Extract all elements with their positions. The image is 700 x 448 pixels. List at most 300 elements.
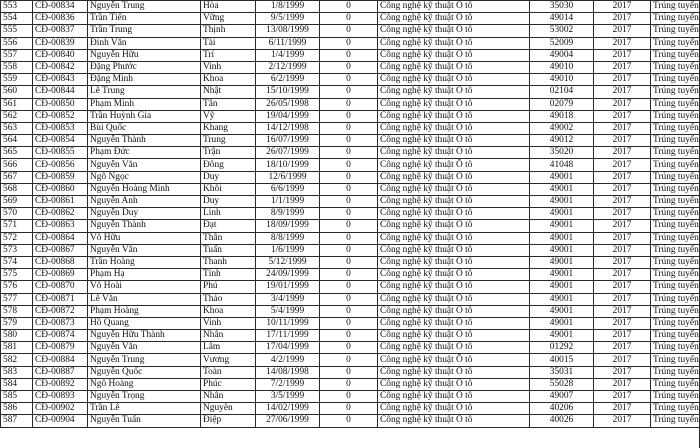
priority-flag-cell: 0 bbox=[320, 330, 378, 342]
last-middle-name-cell: Nguyễn Hữu bbox=[88, 49, 201, 61]
student-code-cell: CĐ-00884 bbox=[33, 354, 88, 366]
priority-flag-cell: 0 bbox=[320, 232, 378, 244]
exam-code-cell: 49014 bbox=[530, 13, 594, 25]
program-name-cell: Công nghệ kỹ thuật Ô tô bbox=[378, 110, 530, 122]
table-row bbox=[1, 49, 700, 61]
first-name-cell: Thảo bbox=[201, 293, 256, 305]
program-name-cell: Công nghệ kỹ thuật Ô tô bbox=[378, 1, 530, 13]
row-number-cell: 576 bbox=[1, 281, 33, 293]
priority-flag-cell: 0 bbox=[320, 171, 378, 183]
year-cell: 2017 bbox=[594, 98, 651, 110]
birth-date-cell: 26/07/1999 bbox=[256, 147, 320, 159]
student-code-cell: CĐ-00887 bbox=[33, 366, 88, 378]
year-cell: 2017 bbox=[594, 183, 651, 195]
year-cell: 2017 bbox=[594, 391, 651, 403]
table-row bbox=[1, 256, 700, 268]
program-name-cell: Công nghệ kỹ thuật Ô tô bbox=[378, 415, 530, 427]
last-middle-name-cell: Phạm Minh bbox=[88, 98, 201, 110]
student-code-cell: CĐ-00850 bbox=[33, 98, 88, 110]
table-row bbox=[1, 159, 700, 171]
birth-date-cell: 9/5/1999 bbox=[256, 13, 320, 25]
last-middle-name-cell: Nguyễn Hoàng Minh bbox=[88, 183, 201, 195]
exam-code-cell: 49001 bbox=[530, 269, 594, 281]
last-middle-name-cell: Trần Lê bbox=[88, 403, 201, 415]
birth-date-cell: 10/11/1999 bbox=[256, 317, 320, 329]
result-status-cell: Trúng tuyển bbox=[651, 37, 700, 49]
last-middle-name-cell: Nguyễn Quốc bbox=[88, 366, 201, 378]
student-code-cell: CĐ-00860 bbox=[33, 183, 88, 195]
priority-flag-cell: 0 bbox=[320, 183, 378, 195]
program-name-cell: Công nghệ kỹ thuật Ô tô bbox=[378, 391, 530, 403]
exam-code-cell: 49001 bbox=[530, 305, 594, 317]
row-number-cell: 565 bbox=[1, 147, 33, 159]
exam-code-cell: 49001 bbox=[530, 171, 594, 183]
year-cell: 2017 bbox=[594, 37, 651, 49]
row-number-cell: 555 bbox=[1, 25, 33, 37]
year-cell: 2017 bbox=[594, 232, 651, 244]
table-row bbox=[1, 110, 700, 122]
exam-code-cell: 52009 bbox=[530, 37, 594, 49]
first-name-cell: Vinh bbox=[201, 317, 256, 329]
first-name-cell: Nhân bbox=[201, 330, 256, 342]
student-code-cell: CĐ-00870 bbox=[33, 281, 88, 293]
result-status-cell: Trúng tuyển bbox=[651, 208, 700, 220]
student-code-cell: CĐ-00874 bbox=[33, 330, 88, 342]
year-cell: 2017 bbox=[594, 354, 651, 366]
exam-code-cell: 49001 bbox=[530, 183, 594, 195]
priority-flag-cell: 0 bbox=[320, 98, 378, 110]
result-status-cell: Trúng tuyển bbox=[651, 98, 700, 110]
program-name-cell: Công nghệ kỹ thuật Ô tô bbox=[378, 208, 530, 220]
student-code-cell: CĐ-00868 bbox=[33, 256, 88, 268]
table-row bbox=[1, 86, 700, 98]
row-number-cell: 580 bbox=[1, 330, 33, 342]
first-name-cell: Trận bbox=[201, 147, 256, 159]
last-middle-name-cell: Trần Hoàng bbox=[88, 256, 201, 268]
last-middle-name-cell: Võ Hữu bbox=[88, 232, 201, 244]
exam-code-cell: 53002 bbox=[530, 25, 594, 37]
year-cell: 2017 bbox=[594, 61, 651, 73]
student-code-cell: CĐ-00893 bbox=[33, 391, 88, 403]
result-status-cell: Trúng tuyển bbox=[651, 317, 700, 329]
year-cell: 2017 bbox=[594, 281, 651, 293]
exam-code-cell: 41048 bbox=[530, 159, 594, 171]
exam-code-cell: 40015 bbox=[530, 354, 594, 366]
priority-flag-cell: 0 bbox=[320, 208, 378, 220]
student-code-cell: CĐ-00836 bbox=[33, 13, 88, 25]
priority-flag-cell: 0 bbox=[320, 317, 378, 329]
result-status-cell: Trúng tuyển bbox=[651, 269, 700, 281]
student-code-cell: CĐ-00892 bbox=[33, 378, 88, 390]
year-cell: 2017 bbox=[594, 403, 651, 415]
exam-code-cell: 49001 bbox=[530, 208, 594, 220]
table-row bbox=[1, 37, 700, 49]
last-middle-name-cell: Nguyễn Thành bbox=[88, 220, 201, 232]
first-name-cell: Thanh bbox=[201, 256, 256, 268]
row-number-cell: 556 bbox=[1, 37, 33, 49]
table-row bbox=[1, 378, 700, 390]
last-middle-name-cell: Bùi Quốc bbox=[88, 122, 201, 134]
exam-code-cell: 35020 bbox=[530, 147, 594, 159]
birth-date-cell: 6/2/1999 bbox=[256, 74, 320, 86]
row-number-cell: 568 bbox=[1, 183, 33, 195]
first-name-cell: Duy bbox=[201, 171, 256, 183]
student-code-cell: CĐ-00852 bbox=[33, 110, 88, 122]
table-row bbox=[1, 135, 700, 147]
table-row bbox=[1, 13, 700, 25]
first-name-cell: Vững bbox=[201, 13, 256, 25]
program-name-cell: Công nghệ kỹ thuật Ô tô bbox=[378, 366, 530, 378]
table-row bbox=[1, 317, 700, 329]
first-name-cell: Trí bbox=[201, 49, 256, 61]
result-status-cell: Trúng tuyển bbox=[651, 305, 700, 317]
result-status-cell: Trúng tuyển bbox=[651, 183, 700, 195]
year-cell: 2017 bbox=[594, 110, 651, 122]
first-name-cell: Khoa bbox=[201, 74, 256, 86]
year-cell: 2017 bbox=[594, 366, 651, 378]
first-name-cell: Toàn bbox=[201, 366, 256, 378]
priority-flag-cell: 0 bbox=[320, 354, 378, 366]
student-code-cell: CĐ-00842 bbox=[33, 61, 88, 73]
row-number-cell: 569 bbox=[1, 196, 33, 208]
birth-date-cell: 2/12/1999 bbox=[256, 61, 320, 73]
row-number-cell: 558 bbox=[1, 61, 33, 73]
student-code-cell: CĐ-00844 bbox=[33, 86, 88, 98]
birth-date-cell: 4/2/1999 bbox=[256, 354, 320, 366]
priority-flag-cell: 0 bbox=[320, 415, 378, 427]
priority-flag-cell: 0 bbox=[320, 256, 378, 268]
exam-code-cell: 01292 bbox=[530, 342, 594, 354]
last-middle-name-cell: Nguyễn Trung bbox=[88, 1, 201, 13]
last-middle-name-cell: Lê Trung bbox=[88, 86, 201, 98]
student-code-cell: CĐ-00855 bbox=[33, 147, 88, 159]
table-row bbox=[1, 305, 700, 317]
student-code-cell: CĐ-00872 bbox=[33, 305, 88, 317]
birth-date-cell: 3/4/1999 bbox=[256, 293, 320, 305]
priority-flag-cell: 0 bbox=[320, 305, 378, 317]
table-row bbox=[1, 171, 700, 183]
year-cell: 2017 bbox=[594, 147, 651, 159]
last-middle-name-cell: Đặng Phước bbox=[88, 61, 201, 73]
exam-code-cell: 02079 bbox=[530, 98, 594, 110]
year-cell: 2017 bbox=[594, 171, 651, 183]
exam-code-cell: 49001 bbox=[530, 281, 594, 293]
program-name-cell: Công nghệ kỹ thuật Ô tô bbox=[378, 330, 530, 342]
student-code-cell: CĐ-00840 bbox=[33, 49, 88, 61]
row-number-cell: 578 bbox=[1, 305, 33, 317]
table-row bbox=[1, 269, 700, 281]
program-name-cell: Công nghệ kỹ thuật Ô tô bbox=[378, 135, 530, 147]
priority-flag-cell: 0 bbox=[320, 159, 378, 171]
birth-date-cell: 19/04/1999 bbox=[256, 110, 320, 122]
result-status-cell: Trúng tuyển bbox=[651, 281, 700, 293]
student-code-cell: CĐ-00864 bbox=[33, 232, 88, 244]
birth-date-cell: 14/08/1998 bbox=[256, 366, 320, 378]
last-middle-name-cell: Phạm Hoàng bbox=[88, 305, 201, 317]
birth-date-cell: 8/9/1999 bbox=[256, 208, 320, 220]
birth-date-cell: 16/07/1999 bbox=[256, 135, 320, 147]
result-status-cell: Trúng tuyển bbox=[651, 256, 700, 268]
last-middle-name-cell: Nguyễn Tuấn bbox=[88, 415, 201, 427]
result-status-cell: Trúng tuyển bbox=[651, 366, 700, 378]
first-name-cell: Duy bbox=[201, 196, 256, 208]
program-name-cell: Công nghệ kỹ thuật Ô tô bbox=[378, 13, 530, 25]
program-name-cell: Công nghệ kỹ thuật Ô tô bbox=[378, 244, 530, 256]
result-status-cell: Trúng tuyển bbox=[651, 378, 700, 390]
last-middle-name-cell: Đặng Minh bbox=[88, 74, 201, 86]
row-number-cell: 571 bbox=[1, 220, 33, 232]
birth-date-cell: 14/12/1998 bbox=[256, 122, 320, 134]
year-cell: 2017 bbox=[594, 1, 651, 13]
program-name-cell: Công nghệ kỹ thuật Ô tô bbox=[378, 147, 530, 159]
first-name-cell: Vương bbox=[201, 354, 256, 366]
program-name-cell: Công nghệ kỹ thuật Ô tô bbox=[378, 37, 530, 49]
first-name-cell: Lâm bbox=[201, 342, 256, 354]
program-name-cell: Công nghệ kỹ thuật Ô tô bbox=[378, 183, 530, 195]
year-cell: 2017 bbox=[594, 122, 651, 134]
student-code-cell: CĐ-00862 bbox=[33, 208, 88, 220]
priority-flag-cell: 0 bbox=[320, 74, 378, 86]
result-status-cell: Trúng tuyển bbox=[651, 342, 700, 354]
year-cell: 2017 bbox=[594, 415, 651, 427]
table-row bbox=[1, 220, 700, 232]
result-status-cell: Trúng tuyển bbox=[651, 61, 700, 73]
exam-code-cell: 35031 bbox=[530, 366, 594, 378]
priority-flag-cell: 0 bbox=[320, 49, 378, 61]
row-number-cell: 554 bbox=[1, 13, 33, 25]
result-status-cell: Trúng tuyển bbox=[651, 415, 700, 427]
priority-flag-cell: 0 bbox=[320, 342, 378, 354]
student-code-cell: CĐ-00853 bbox=[33, 122, 88, 134]
priority-flag-cell: 0 bbox=[320, 378, 378, 390]
result-status-cell: Trúng tuyển bbox=[651, 1, 700, 13]
table-row bbox=[1, 391, 700, 403]
exam-code-cell: 49004 bbox=[530, 49, 594, 61]
student-code-cell: CĐ-00904 bbox=[33, 415, 88, 427]
birth-date-cell: 1/6/1999 bbox=[256, 244, 320, 256]
birth-date-cell: 17/04/1999 bbox=[256, 342, 320, 354]
last-middle-name-cell: Trần Huỳnh Gia bbox=[88, 110, 201, 122]
priority-flag-cell: 0 bbox=[320, 391, 378, 403]
result-status-cell: Trúng tuyển bbox=[651, 13, 700, 25]
table-row bbox=[1, 1, 700, 13]
program-name-cell: Công nghệ kỹ thuật Ô tô bbox=[378, 293, 530, 305]
student-code-cell: CĐ-00867 bbox=[33, 244, 88, 256]
first-name-cell: Thịnh bbox=[201, 25, 256, 37]
row-number-cell: 574 bbox=[1, 256, 33, 268]
row-number-cell: 577 bbox=[1, 293, 33, 305]
row-number-cell: 562 bbox=[1, 110, 33, 122]
priority-flag-cell: 0 bbox=[320, 244, 378, 256]
first-name-cell: Tính bbox=[201, 269, 256, 281]
exam-code-cell: 49001 bbox=[530, 317, 594, 329]
student-code-cell: CĐ-00859 bbox=[33, 171, 88, 183]
exam-code-cell: 40206 bbox=[530, 403, 594, 415]
last-middle-name-cell: Nguyễn Thành bbox=[88, 135, 201, 147]
first-name-cell: Phú bbox=[201, 281, 256, 293]
student-code-cell: CĐ-00861 bbox=[33, 196, 88, 208]
student-code-cell: CĐ-00856 bbox=[33, 159, 88, 171]
exam-code-cell: 49002 bbox=[530, 122, 594, 134]
table-row bbox=[1, 25, 700, 37]
priority-flag-cell: 0 bbox=[320, 147, 378, 159]
exam-code-cell: 49001 bbox=[530, 256, 594, 268]
birth-date-cell: 5/4/1999 bbox=[256, 305, 320, 317]
table-row bbox=[1, 183, 700, 195]
student-code-cell: CĐ-00854 bbox=[33, 135, 88, 147]
last-middle-name-cell: Ngô Hoàng bbox=[88, 378, 201, 390]
last-middle-name-cell: Nguyễn Trung bbox=[88, 354, 201, 366]
last-middle-name-cell: Trần Tiến bbox=[88, 13, 201, 25]
first-name-cell: Vỹ bbox=[201, 110, 256, 122]
last-middle-name-cell: Nguyễn Hữu Thành bbox=[88, 330, 201, 342]
program-name-cell: Công nghệ kỹ thuật Ô tô bbox=[378, 269, 530, 281]
year-cell: 2017 bbox=[594, 74, 651, 86]
first-name-cell: Hòa bbox=[201, 1, 256, 13]
birth-date-cell: 6/11/1999 bbox=[256, 37, 320, 49]
program-name-cell: Công nghệ kỹ thuật Ô tô bbox=[378, 159, 530, 171]
year-cell: 2017 bbox=[594, 208, 651, 220]
year-cell: 2017 bbox=[594, 244, 651, 256]
result-status-cell: Trúng tuyển bbox=[651, 232, 700, 244]
table-row bbox=[1, 208, 700, 220]
row-number-cell: 564 bbox=[1, 135, 33, 147]
priority-flag-cell: 0 bbox=[320, 281, 378, 293]
year-cell: 2017 bbox=[594, 135, 651, 147]
birth-date-cell: 1/8/1999 bbox=[256, 1, 320, 13]
result-status-cell: Trúng tuyển bbox=[651, 220, 700, 232]
birth-date-cell: 6/6/1999 bbox=[256, 183, 320, 195]
birth-date-cell: 1/1/1999 bbox=[256, 196, 320, 208]
birth-date-cell: 17/11/1999 bbox=[256, 330, 320, 342]
year-cell: 2017 bbox=[594, 196, 651, 208]
priority-flag-cell: 0 bbox=[320, 269, 378, 281]
program-name-cell: Công nghệ kỹ thuật Ô tô bbox=[378, 196, 530, 208]
last-middle-name-cell: Nguyễn Văn bbox=[88, 244, 201, 256]
year-cell: 2017 bbox=[594, 293, 651, 305]
last-middle-name-cell: Nguyễn Văn bbox=[88, 159, 201, 171]
priority-flag-cell: 0 bbox=[320, 37, 378, 49]
row-number-cell: 575 bbox=[1, 269, 33, 281]
year-cell: 2017 bbox=[594, 317, 651, 329]
program-name-cell: Công nghệ kỹ thuật Ô tô bbox=[378, 317, 530, 329]
result-status-cell: Trúng tuyển bbox=[651, 86, 700, 98]
row-number-cell: 572 bbox=[1, 232, 33, 244]
result-status-cell: Trúng tuyển bbox=[651, 293, 700, 305]
birth-date-cell: 12/6/1999 bbox=[256, 171, 320, 183]
first-name-cell: Nguyên bbox=[201, 403, 256, 415]
last-middle-name-cell: Lê Văn bbox=[88, 293, 201, 305]
exam-code-cell: 49007 bbox=[530, 391, 594, 403]
birth-date-cell: 24/09/1999 bbox=[256, 269, 320, 281]
result-status-cell: Trúng tuyển bbox=[651, 244, 700, 256]
exam-code-cell: 35030 bbox=[530, 1, 594, 13]
row-number-cell: 559 bbox=[1, 74, 33, 86]
first-name-cell: Vinh bbox=[201, 61, 256, 73]
year-cell: 2017 bbox=[594, 256, 651, 268]
result-status-cell: Trúng tuyển bbox=[651, 330, 700, 342]
exam-code-cell: 55028 bbox=[530, 378, 594, 390]
program-name-cell: Công nghệ kỹ thuật Ô tô bbox=[378, 98, 530, 110]
first-name-cell: Tài bbox=[201, 37, 256, 49]
last-middle-name-cell: Nguyễn Anh bbox=[88, 196, 201, 208]
result-status-cell: Trúng tuyển bbox=[651, 391, 700, 403]
result-status-cell: Trúng tuyển bbox=[651, 159, 700, 171]
last-middle-name-cell: Nguyễn Trọng bbox=[88, 391, 201, 403]
table-row bbox=[1, 98, 700, 110]
last-middle-name-cell: Phạm Hạ bbox=[88, 269, 201, 281]
row-number-cell: 583 bbox=[1, 366, 33, 378]
student-code-cell: CĐ-00871 bbox=[33, 293, 88, 305]
birth-date-cell: 18/10/1999 bbox=[256, 159, 320, 171]
first-name-cell: Tuấn bbox=[201, 244, 256, 256]
exam-code-cell: 49001 bbox=[530, 220, 594, 232]
table-row bbox=[1, 403, 700, 415]
first-name-cell: Đạt bbox=[201, 220, 256, 232]
first-name-cell: Linh bbox=[201, 208, 256, 220]
first-name-cell: Điệp bbox=[201, 415, 256, 427]
row-number-cell: 567 bbox=[1, 171, 33, 183]
priority-flag-cell: 0 bbox=[320, 1, 378, 13]
program-name-cell: Công nghệ kỹ thuật Ô tô bbox=[378, 305, 530, 317]
birth-date-cell: 7/2/1999 bbox=[256, 378, 320, 390]
row-number-cell: 581 bbox=[1, 342, 33, 354]
row-number-cell: 563 bbox=[1, 122, 33, 134]
birth-date-cell: 3/5/1999 bbox=[256, 391, 320, 403]
last-middle-name-cell: Đinh Văn bbox=[88, 37, 201, 49]
last-middle-name-cell: Hồ Quang bbox=[88, 317, 201, 329]
program-name-cell: Công nghệ kỹ thuật Ô tô bbox=[378, 403, 530, 415]
row-number-cell: 560 bbox=[1, 86, 33, 98]
first-name-cell: Khôi bbox=[201, 183, 256, 195]
birth-date-cell: 8/8/1999 bbox=[256, 232, 320, 244]
result-status-cell: Trúng tuyển bbox=[651, 354, 700, 366]
row-number-cell: 586 bbox=[1, 403, 33, 415]
row-number-cell: 584 bbox=[1, 378, 33, 390]
student-code-cell: CĐ-00873 bbox=[33, 317, 88, 329]
row-number-cell: 587 bbox=[1, 415, 33, 427]
program-name-cell: Công nghệ kỹ thuật Ô tô bbox=[378, 220, 530, 232]
student-code-cell: CĐ-00837 bbox=[33, 25, 88, 37]
priority-flag-cell: 0 bbox=[320, 13, 378, 25]
student-code-cell: CĐ-00834 bbox=[33, 1, 88, 13]
student-code-cell: CĐ-00863 bbox=[33, 220, 88, 232]
year-cell: 2017 bbox=[594, 330, 651, 342]
program-name-cell: Công nghệ kỹ thuật Ô tô bbox=[378, 61, 530, 73]
year-cell: 2017 bbox=[594, 269, 651, 281]
last-middle-name-cell: Trần Trung bbox=[88, 25, 201, 37]
table-row bbox=[1, 354, 700, 366]
table-row bbox=[1, 232, 700, 244]
row-number-cell: 553 bbox=[1, 1, 33, 13]
first-name-cell: Khang bbox=[201, 122, 256, 134]
last-middle-name-cell: Võ Hoài bbox=[88, 281, 201, 293]
program-name-cell: Công nghệ kỹ thuật Ô tô bbox=[378, 281, 530, 293]
first-name-cell: Thân bbox=[201, 232, 256, 244]
table-row bbox=[1, 61, 700, 73]
exam-code-cell: 49001 bbox=[530, 196, 594, 208]
priority-flag-cell: 0 bbox=[320, 122, 378, 134]
table-row bbox=[1, 330, 700, 342]
row-number-cell: 566 bbox=[1, 159, 33, 171]
table-body bbox=[1, 1, 700, 428]
result-status-cell: Trúng tuyển bbox=[651, 122, 700, 134]
first-name-cell: Trung bbox=[201, 135, 256, 147]
row-number-cell: 582 bbox=[1, 354, 33, 366]
year-cell: 2017 bbox=[594, 342, 651, 354]
last-middle-name-cell: Nguyễn Văn bbox=[88, 342, 201, 354]
table-row bbox=[1, 196, 700, 208]
